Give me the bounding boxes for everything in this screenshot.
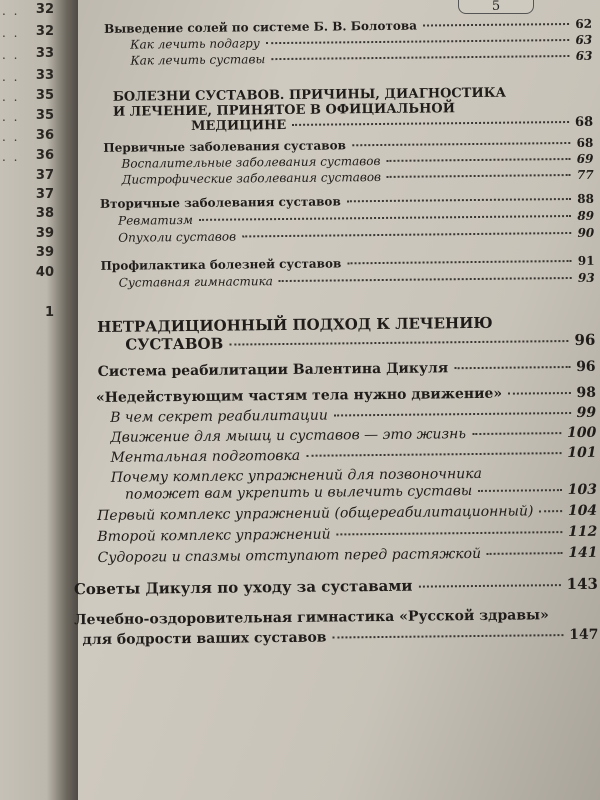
toc-entry-page: 99 (576, 404, 597, 421)
page-number-tab (458, 0, 534, 14)
toc-entry-page: 96 (574, 330, 596, 349)
toc-entry-page: 143 (566, 574, 599, 594)
toc-entry (96, 385, 596, 406)
toc-entry (97, 524, 597, 545)
toc-entry (100, 254, 594, 273)
gutter-number: 40 (35, 265, 54, 280)
toc-entry-page: 91 (577, 253, 595, 268)
gutter-number: 37 (35, 168, 54, 183)
gutter-number: 36 (35, 128, 54, 143)
section-title-line: И ЛЕЧЕНИЕ, ПРИНЯТОЕ В ОФИЦИАЛЬНОЙ (112, 101, 456, 120)
toc-entry (110, 405, 596, 426)
toc-entry (191, 115, 593, 134)
gutter-number: 35 (35, 88, 54, 103)
toc-entry (110, 425, 596, 446)
toc-entry-page: 103 (567, 481, 598, 499)
gutter-number: 35 (35, 108, 54, 123)
toc-entry-title: Система реабилитации Валентина Дикуля (97, 360, 449, 380)
page-number: 5 (491, 0, 501, 14)
previous-page-gutter: . . 32 . . 32 . . 33 . . 33 . . 35 . . 35 . . 36 . . 36 37 37 38 39 39 40 1 (0, 0, 78, 800)
toc-entry-title: Судороги и спазмы отступают перед растяжкой (97, 545, 482, 566)
toc-entry-title: Суставная гимнастика (118, 274, 273, 290)
toc-entry-page: 98 (576, 384, 596, 401)
gutter-number: 39 (35, 226, 54, 241)
toc-entry-title: Лечебно-оздоровительная гимнастика «Русской здравы» (74, 607, 549, 629)
toc-section (113, 85, 593, 135)
toc-entry-page: 88 (577, 191, 594, 206)
toc-entry-page: 90 (577, 225, 595, 240)
toc-entry-title: Как лечить суставы (130, 52, 266, 68)
toc-entry (119, 271, 595, 290)
toc-entry-title: Воспалительные заболевания суставов (121, 153, 381, 171)
toc-entry-page: 96 (576, 358, 596, 375)
toc-entry-page: 100 (567, 424, 597, 442)
gutter-number: 36 (35, 148, 54, 163)
toc-entry (130, 49, 592, 68)
toc-entry-title: Опухоли суставов (118, 229, 237, 245)
toc-entry-page: 68 (576, 135, 594, 150)
toc-entry-title: Ревматизм (118, 212, 194, 228)
toc-entry-title: Дистрофические заболевания суставов (121, 169, 382, 187)
toc-entry (97, 503, 597, 524)
section-title-line: НЕТРАДИЦИОННЫЙ ПОДХОД К ЛЕЧЕНИЮ (97, 313, 493, 336)
toc-entry (74, 605, 598, 650)
toc-entry-title: СУСТАВОВ (125, 334, 224, 354)
toc-entry-page: 69 (576, 151, 594, 166)
toc-entry-title: В чем секрет реабилитации (110, 407, 328, 426)
toc-entry (74, 575, 598, 598)
gutter-number: 37 (35, 187, 54, 202)
gutter-number: 32 (35, 2, 54, 17)
toc-entry-title: Первый комплекс упражнений (общереабилитационный) (97, 503, 534, 524)
toc-entry (125, 331, 595, 354)
toc-entry-page: 112 (568, 523, 598, 541)
gutter-number: 32 (35, 24, 54, 39)
toc-entry-title: Советы Дикуля по уходу за суставами (73, 576, 413, 599)
toc-entry-title: Профилактика болезней суставов (100, 256, 342, 273)
toc-entry-title: поможет вам укрепить и вылечить суставы (124, 483, 473, 503)
toc-entry-page: 63 (575, 32, 593, 47)
toc-section (97, 313, 595, 354)
toc-entry (110, 445, 596, 466)
gutter-number: 33 (35, 46, 54, 61)
toc-entry-page: 141 (568, 544, 598, 562)
toc-entry-title: Как лечить подагру (130, 36, 260, 52)
gutter-number: 33 (35, 68, 54, 83)
toc-entry-title: Выведение солей по системе Б. В. Болотова (103, 18, 418, 36)
toc-entry-title: для бодрости ваших суставов (82, 629, 327, 649)
toc-entry-title: «Недействующим частям тела нужно движение» (95, 385, 503, 406)
table-of-contents (73, 16, 599, 650)
toc-entry-title: Ментальная подготовка (110, 447, 301, 466)
toc-entry-page: 101 (567, 444, 597, 462)
toc-entry-page: 63 (575, 48, 593, 63)
gutter-number: 38 (35, 206, 54, 221)
toc-entry (118, 226, 594, 245)
toc-entry-page: 104 (567, 502, 598, 520)
toc-entry-title: МЕДИЦИНЕ (191, 117, 287, 134)
toc-entry (111, 465, 597, 504)
toc-entry (118, 209, 594, 228)
toc-entry (98, 545, 598, 566)
gutter-number: 1 (44, 305, 54, 320)
toc-entry (122, 168, 594, 187)
toc-entry-page: 89 (577, 208, 595, 223)
toc-entry-title: Первичные заболевания суставов (103, 138, 346, 155)
gutter-number: 39 (35, 245, 54, 260)
section-title-line: БОЛЕЗНИ СУСТАВОВ. ПРИЧИНЫ, ДИАГНОСТИКА (112, 85, 507, 105)
toc-entry (98, 359, 596, 380)
toc-entry-page: 147 (569, 626, 599, 644)
toc-entry-title: Вторичные заболевания суставов (99, 194, 341, 211)
toc-entry-title: Почему комплекс упражнений для позвоночника (110, 465, 482, 486)
toc-entry-page: 93 (577, 270, 595, 285)
toc-entry-page: 68 (574, 114, 594, 130)
toc-entry (100, 192, 594, 211)
toc-entry-title: Движение для мышц и суставов — это жизнь (110, 426, 467, 446)
toc-entry-title: Второй комплекс упражнений (97, 526, 331, 545)
toc-entry-page: 62 (575, 16, 593, 31)
toc-entry-page: 77 (576, 167, 594, 182)
